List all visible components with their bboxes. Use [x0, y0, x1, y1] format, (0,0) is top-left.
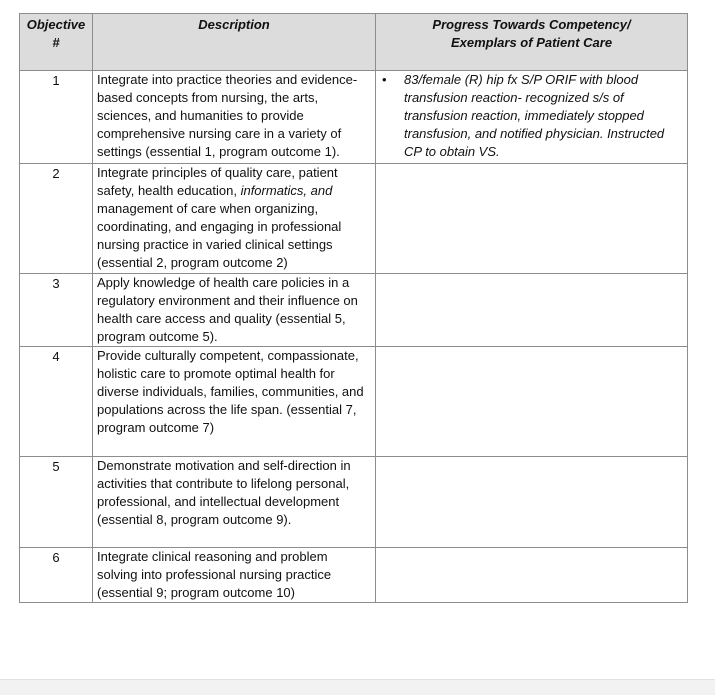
window-bottom-bar — [0, 679, 715, 695]
progress-cell[interactable] — [376, 548, 688, 603]
table-row — [20, 457, 688, 548]
progress-header-line1: Progress Towards Competency/ — [432, 17, 631, 32]
progress-bullet-item — [382, 71, 683, 161]
objective-number: 6 — [20, 548, 93, 603]
description-header — [93, 14, 376, 71]
objective-number: 1 — [20, 71, 93, 164]
table-row — [20, 71, 688, 164]
objective-header-label: Objective # — [26, 17, 86, 50]
progress-header-line2: Exemplars of Patient Care — [450, 35, 613, 50]
bullet-icon: • — [382, 72, 387, 87]
progress-cell[interactable] — [376, 347, 688, 457]
objective-description: Integrate into practice theories and evidence-based concepts from nursing, the arts, sciences, and humanities to provide comprehensive nursing care in a variety of settings (essential 1, program outcome 1). — [93, 71, 376, 164]
objective-number: 4 — [20, 347, 93, 457]
objective-description: Provide culturally competent, compassionate, holistic care to promote optimal health for diverse individuals, families, communities, and populations across the life span. (essential 7, program outcome 7) — [93, 347, 376, 457]
objective-number: 3 — [20, 274, 93, 347]
table-row — [20, 164, 688, 274]
progress-cell[interactable] — [376, 71, 688, 164]
objective-description — [93, 164, 376, 274]
progress-text: 83/female (R) hip fx S/P ORIF with blood transfusion reaction- recognized s/s of transfusion reaction, immediately stopped transfusion, and notified physician. Instructed CP to obtain VS. — [404, 72, 665, 159]
progress-header — [376, 14, 688, 71]
objective-number: 2 — [20, 164, 93, 274]
table-row — [20, 548, 688, 603]
header-row — [20, 14, 688, 71]
progress-cell[interactable] — [376, 457, 688, 548]
description-part: management of care when organizing, coordinating, and engaging in professional nursing practice in varied clinical settings (essential 2, program outcome 2) — [97, 201, 342, 270]
objective-description: Integrate clinical reasoning and problem solving into professional nursing practice (essential 9; program outcome 10) — [93, 548, 376, 603]
description-header-label: Description — [198, 17, 270, 32]
table-row — [20, 347, 688, 457]
description-part: Integrate principles of quality care, patient safety, health education, — [97, 165, 338, 198]
objective-description: Demonstrate motivation and self-direction in activities that contribute to lifelong personal, professional, and intellectual development (essential 8, program outcome 9). — [93, 457, 376, 548]
progress-cell[interactable] — [376, 274, 688, 347]
progress-cell[interactable] — [376, 164, 688, 274]
objective-header — [20, 14, 93, 71]
objective-description: Apply knowledge of health care policies in a regulatory environment and their influence on health care access and quality (essential 5, program outcome 5). — [93, 274, 376, 347]
competency-table — [19, 13, 688, 603]
description-italic-part: informatics, and — [240, 183, 333, 198]
objective-number: 5 — [20, 457, 93, 548]
table-row — [20, 274, 688, 347]
